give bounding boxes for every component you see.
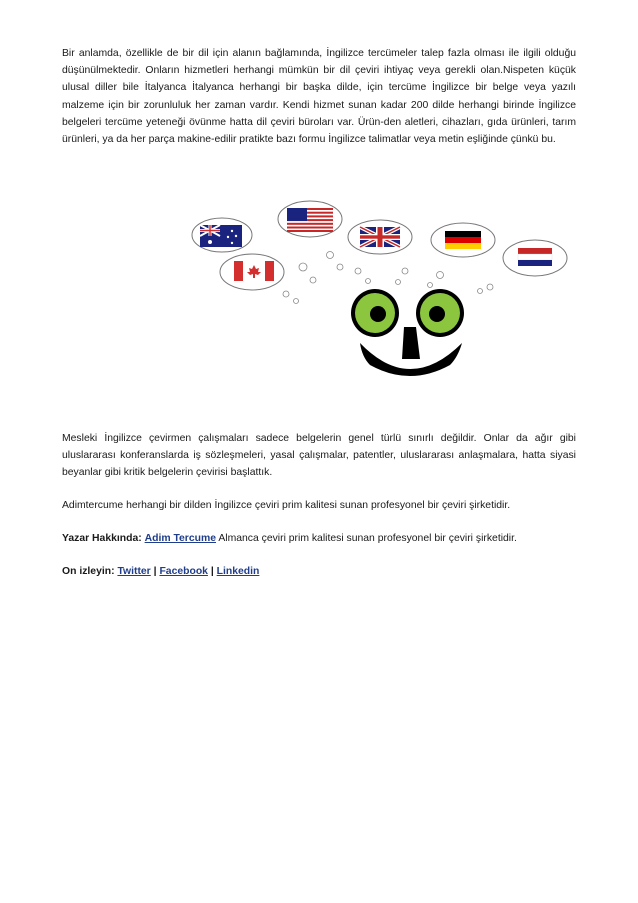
canada-flag-icon xyxy=(234,261,274,281)
facebook-link[interactable]: Facebook xyxy=(159,566,208,577)
separator: | xyxy=(153,566,157,577)
author-link[interactable]: Adim Tercume xyxy=(144,533,216,544)
follow-label: On izleyin: xyxy=(62,566,115,577)
services-paragraph: Mesleki İngilizce çevirmen çalışmaları sadece belgelerin genel türlü sınırlı değildir. Onlar da ağır gibi uluslararası konferanslarda iş sözleşmeleri, yasal çalışmalar, patentler, uluslararası anlaşmalara, hatta siyasi beyanlar gibi kritik belgelerin çevirisi başlattık. xyxy=(62,433,576,479)
linkedin-link[interactable]: Linkedin xyxy=(216,566,260,577)
separator: | xyxy=(210,566,214,577)
author-label: Yazar Hakkında: xyxy=(62,533,142,544)
face-icon xyxy=(351,289,464,376)
germany-flag-icon xyxy=(445,231,481,249)
author-description: Almanca çeviri prim kalitesi sunan profesyonel bir çeviri şirketidir. xyxy=(218,533,517,544)
uk-flag-icon xyxy=(360,227,400,247)
company-paragraph: Adimtercume herhangi bir dilden İngilizce çeviri prim kalitesi sunan profesyonel bir çeviri şirketidir. xyxy=(62,500,511,511)
author-line xyxy=(62,530,576,547)
usa-flag-icon xyxy=(287,208,333,232)
translation-illustration xyxy=(190,195,570,385)
netherlands-flag-icon xyxy=(518,248,552,266)
twitter-link[interactable]: Twitter xyxy=(117,566,151,577)
intro-paragraph: Bir anlamda, özellikle de bir dil için alanın bağlamında, İngilizce tercümeler talep fazla olması ile ilgili olduğu düşünülmektedir. Onların hizmetleri herhangi mümkün bir dil çeviri ihtiyaç veya gerekli olan.Nispeten küçük ulusal diller bile İtalyanca İtalyanca herhangi bir başka dilde, için tercüme İngilizce bir belge veya yazılı malzeme için bir zorunluluk her zaman vardır. Kendi hizmet sunan kadar 200 dilde herhangi birinde İngilizce belgeleri tercüme yeteneği övünme hatta dil çeviri büroları var. Ürün-den aletleri, cihazları, gıda ürünleri, tarım ürünleri, ya da her parça makine-edilir pratikte bazı formu İngilizce talimatlar veya metin eşliğinde çünkü bu. xyxy=(62,48,576,146)
follow-line xyxy=(62,563,576,580)
australia-flag-icon xyxy=(200,225,242,247)
